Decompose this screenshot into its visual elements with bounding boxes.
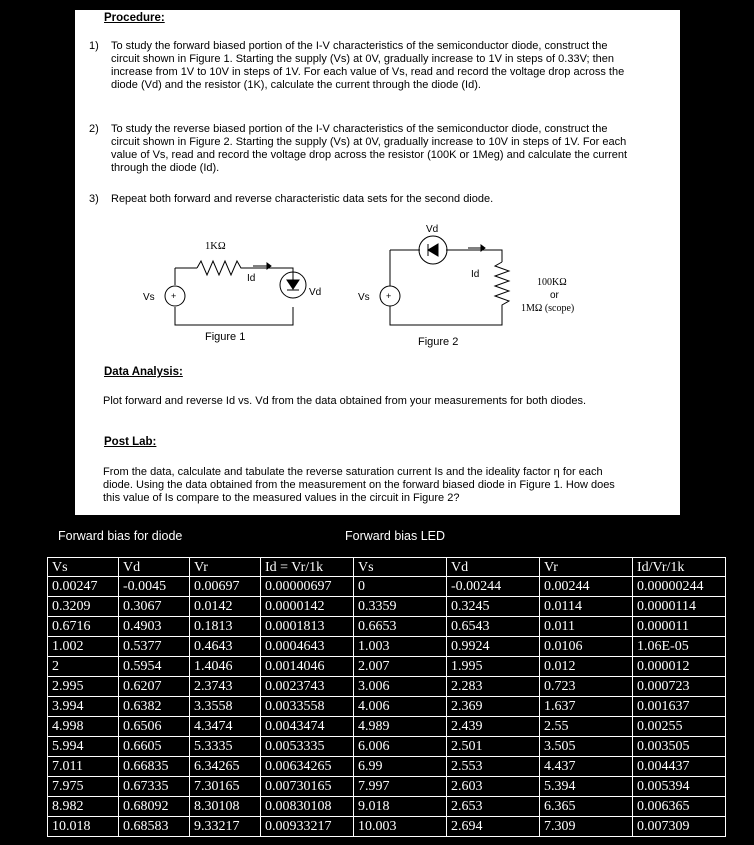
table-cell: 5.994 <box>48 737 119 757</box>
figure-2-caption: Figure 2 <box>418 336 459 348</box>
table-header-cell: Id/Vr/1k <box>633 558 726 577</box>
fig2-resistor-label-3: 1MΩ (scope) <box>521 303 575 314</box>
table-cell: 0.0001813 <box>261 617 354 637</box>
table-cell: 2.603 <box>447 777 540 797</box>
table-cell: 7.309 <box>540 817 633 837</box>
table-row <box>48 657 726 677</box>
table-cell: 5.394 <box>540 777 633 797</box>
table-cell: 0.0142 <box>190 597 261 617</box>
circuit-figures <box>75 10 680 360</box>
figure-1-caption: Figure 1 <box>205 331 246 343</box>
table-cell: 8.30108 <box>190 797 261 817</box>
table-cell: 4.998 <box>48 717 119 737</box>
table-cell: 7.30165 <box>190 777 261 797</box>
table-cell: 0.011 <box>540 617 633 637</box>
table-cell: 2.439 <box>447 717 540 737</box>
table-cell: 6.34265 <box>190 757 261 777</box>
table-cell: 0.000723 <box>633 677 726 697</box>
table-cell: 0.00933217 <box>261 817 354 837</box>
step-text: To study the forward biased portion of the I-V characteristics of the semiconductor diode, construct the circuit shown in Figure 1. Starting the supply (Vs) at 0V, gradually increase to 1V in steps of 0.33V; then increase from 1V to 10V in steps of 1V. For each value of Vs, read and record the voltage drop across the diode (Vd) and the resistor (1K), calculate the current through the diode (Id). <box>111 40 625 91</box>
table-cell: 0.00000697 <box>261 577 354 597</box>
table-cell: 8.982 <box>48 797 119 817</box>
table-cell: 0.66835 <box>119 757 190 777</box>
table-cell: 0.6207 <box>119 677 190 697</box>
table-cell: 2.55 <box>540 717 633 737</box>
table-cell: 0.68583 <box>119 817 190 837</box>
table-cell: 0.6382 <box>119 697 190 717</box>
table-cell: 2.995 <box>48 677 119 697</box>
table-row <box>48 677 726 697</box>
led-table-title: Forward bias LED <box>345 529 446 543</box>
table-cell: 0.5377 <box>119 637 190 657</box>
table-cell: 0.00830108 <box>261 797 354 817</box>
table-cell: 4.989 <box>354 717 447 737</box>
figure-2-circuit <box>380 236 509 325</box>
table-cell: 0.6653 <box>354 617 447 637</box>
table-cell: -0.0045 <box>119 577 190 597</box>
table-cell: 6.365 <box>540 797 633 817</box>
table-cell: 9.33217 <box>190 817 261 837</box>
table-cell: 7.011 <box>48 757 119 777</box>
table-cell: 0.003505 <box>633 737 726 757</box>
table-row <box>48 637 726 657</box>
table-cell: 4.437 <box>540 757 633 777</box>
table-cell: 3.3558 <box>190 697 261 717</box>
table-header-cell: Vr <box>540 558 633 577</box>
table-cell: 0.0106 <box>540 637 633 657</box>
table-cell: 0.5954 <box>119 657 190 677</box>
table-cell: 0.00634265 <box>261 757 354 777</box>
table-row <box>48 797 726 817</box>
fig2-resistor-label-1: 100KΩ <box>537 277 567 288</box>
table-cell: 0.3359 <box>354 597 447 617</box>
table-cell: 5.3335 <box>190 737 261 757</box>
fig2-diode-label: Vd <box>426 224 439 235</box>
table-cell: 0.005394 <box>633 777 726 797</box>
step-number: 2) <box>89 123 99 135</box>
table-cell: 4.3474 <box>190 717 261 737</box>
table-cell: 0.00255 <box>633 717 726 737</box>
table-cell: 0.004437 <box>633 757 726 777</box>
procedure-heading: Procedure: <box>104 12 165 24</box>
fig1-resistor-label: 1KΩ <box>205 241 226 252</box>
table-cell: 3.006 <box>354 677 447 697</box>
table-cell: 4.006 <box>354 697 447 717</box>
table-cell: 0.0000114 <box>633 597 726 617</box>
table-cell: 0.00730165 <box>261 777 354 797</box>
resistor-100k <box>495 262 509 310</box>
table-cell: 0.3067 <box>119 597 190 617</box>
table-cell: 2.653 <box>447 797 540 817</box>
table-cell: 2.369 <box>447 697 540 717</box>
fig1-diode-label: Vd <box>309 287 322 298</box>
post-lab-heading: Post Lab: <box>104 436 157 448</box>
table-cell: 0.001637 <box>633 697 726 717</box>
table-header-cell: Vr <box>190 558 261 577</box>
table-cell: 0.9924 <box>447 637 540 657</box>
table-cell: 3.505 <box>540 737 633 757</box>
table-cell: 7.997 <box>354 777 447 797</box>
table-cell: 2.501 <box>447 737 540 757</box>
figure-1-circuit <box>165 261 306 325</box>
table-cell: 0 <box>354 577 447 597</box>
diode-table-title: Forward bias for diode <box>58 529 183 543</box>
table-row <box>48 817 726 837</box>
table-cell: 0.0043474 <box>261 717 354 737</box>
table-cell: 0.6605 <box>119 737 190 757</box>
table-row <box>48 717 726 737</box>
table-cell: 0.0023743 <box>261 677 354 697</box>
table-header-cell: Vd <box>447 558 540 577</box>
table-cell: 2 <box>48 657 119 677</box>
table-row <box>48 757 726 777</box>
fig1-source-label: Vs <box>143 292 155 303</box>
table-cell: 0.6506 <box>119 717 190 737</box>
table-cell: 0.67335 <box>119 777 190 797</box>
table-cell: 0.3245 <box>447 597 540 617</box>
plus-icon: + <box>171 291 177 301</box>
table-cell: 2.694 <box>447 817 540 837</box>
resistor-1k <box>197 261 245 275</box>
table-row <box>48 597 726 617</box>
table-cell: 6.006 <box>354 737 447 757</box>
fig2-resistor-label-2: or <box>550 290 559 301</box>
table-cell: 2.007 <box>354 657 447 677</box>
post-lab-text: From the data, calculate and tabulate the reverse saturation current Is and the ideality factor η for each diode. Using the data obtained from the measurement on the forward biased diode in Figure 1. How does this value of Is compare to the measured values in the circuit in Figure 2? <box>103 466 615 504</box>
table-cell: 0.1813 <box>190 617 261 637</box>
fig2-source-label: Vs <box>358 292 370 303</box>
forward-bias-table <box>47 557 726 837</box>
table-cell: 1.06E-05 <box>633 637 726 657</box>
table-cell: 0.0053335 <box>261 737 354 757</box>
step-text: Repeat both forward and reverse characteristic data sets for the second diode. <box>111 193 494 205</box>
table-cell: 0.6543 <box>447 617 540 637</box>
table-cell: 0.68092 <box>119 797 190 817</box>
table-cell: 6.99 <box>354 757 447 777</box>
table-cell: 0.0000142 <box>261 597 354 617</box>
table-cell: 0.4643 <box>190 637 261 657</box>
table-cell: 1.637 <box>540 697 633 717</box>
table-cell: 0.0033558 <box>261 697 354 717</box>
table-row <box>48 577 726 597</box>
table-cell: 1.003 <box>354 637 447 657</box>
table-cell: 9.018 <box>354 797 447 817</box>
table-cell: 0.012 <box>540 657 633 677</box>
table-cell: 0.6716 <box>48 617 119 637</box>
table-header-cell: Id = Vr/1k <box>261 558 354 577</box>
table-cell: 1.4046 <box>190 657 261 677</box>
table-cell: 0.3209 <box>48 597 119 617</box>
table-cell: 1.002 <box>48 637 119 657</box>
fig2-current-label: Id <box>471 269 480 280</box>
table-cell: -0.00244 <box>447 577 540 597</box>
table-row <box>48 777 726 797</box>
table-cell: 0.000011 <box>633 617 726 637</box>
table-cell: 0.4903 <box>119 617 190 637</box>
table-cell: 2.283 <box>447 677 540 697</box>
fig1-current-label: Id <box>247 273 256 284</box>
table-cell: 3.994 <box>48 697 119 717</box>
table-cell: 0.0004643 <box>261 637 354 657</box>
table-cell: 0.00000244 <box>633 577 726 597</box>
table-row <box>48 697 726 717</box>
table-cell: 0.007309 <box>633 817 726 837</box>
plus-icon: + <box>386 291 392 301</box>
table-cell: 0.00247 <box>48 577 119 597</box>
table-header-cell: Vs <box>48 558 119 577</box>
data-analysis-heading: Data Analysis: <box>104 366 183 378</box>
table-cell: 1.995 <box>447 657 540 677</box>
table-header-row <box>48 558 726 577</box>
table-cell: 7.975 <box>48 777 119 797</box>
step-number: 1) <box>89 40 99 52</box>
table-header-cell: Vd <box>119 558 190 577</box>
table-header-cell: Vs <box>354 558 447 577</box>
table-cell: 2.553 <box>447 757 540 777</box>
data-analysis-text: Plot forward and reverse Id vs. Vd from the data obtained from your measurements for both diodes. <box>103 395 587 407</box>
table-cell: 0.0014046 <box>261 657 354 677</box>
table-cell: 0.0114 <box>540 597 633 617</box>
table-cell: 0.00697 <box>190 577 261 597</box>
table-cell: 0.00244 <box>540 577 633 597</box>
table-cell: 0.000012 <box>633 657 726 677</box>
table-cell: 2.3743 <box>190 677 261 697</box>
table-cell: 0.723 <box>540 677 633 697</box>
table-row <box>48 617 726 637</box>
document-page <box>75 10 680 515</box>
table-cell: 10.018 <box>48 817 119 837</box>
table-cell: 10.003 <box>354 817 447 837</box>
step-text: To study the reverse biased portion of the I-V characteristics of the semiconductor diode, construct the circuit shown in Figure 2. Starting the supply (Vs) at 0V, gradually increase to 10V in steps of 1V. For each value of Vs, read and record the voltage drop across the resistor (100K or 1Meg) and calculate the current through the diode (Id). <box>111 123 628 174</box>
step-number: 3) <box>89 193 99 205</box>
table-row <box>48 737 726 757</box>
table-cell: 0.006365 <box>633 797 726 817</box>
